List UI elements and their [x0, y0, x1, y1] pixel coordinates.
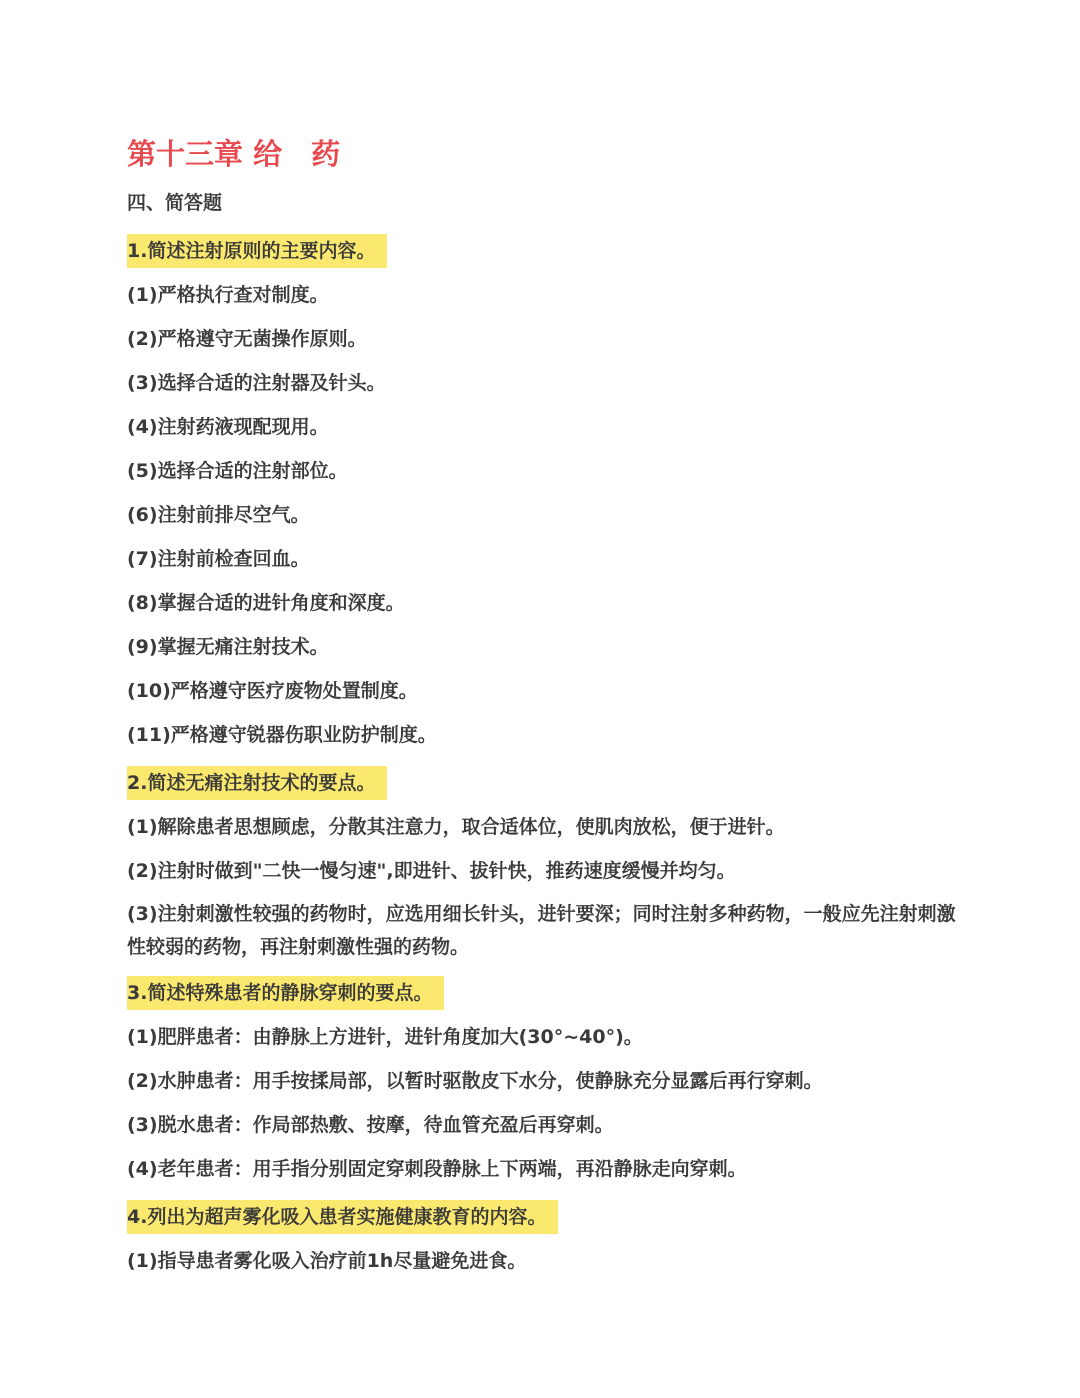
answer-item: (1)解除患者思想顾虑，分散其注意力，取合适体位，使肌肉放松，便于进针。 — [127, 816, 785, 838]
section-heading: 四、简答题 — [127, 192, 223, 214]
answer-item: (11)严格遵守锐器伤职业防护制度。 — [127, 724, 437, 746]
document-page — [127, 134, 957, 1292]
answer-item: (1)肥胖患者：由静脉上方进针，进针角度加大(30°~40°)。 — [127, 1026, 643, 1048]
chapter-title: 第十三章 给 药 — [127, 137, 341, 171]
answer-item: (1)严格执行查对制度。 — [127, 284, 329, 306]
answer-item: (2)严格遵守无菌操作原则。 — [127, 328, 367, 350]
answer-item: (10)严格遵守医疗废物处置制度。 — [127, 680, 418, 702]
answer-item: (1)指导患者雾化吸入治疗前1h尽量避免进食。 — [127, 1250, 527, 1272]
answer-item: (4)注射药液现配现用。 — [127, 416, 329, 438]
answer-item: (3)注射刺激性较强的药物时，应选用细长针头，进针要深；同时注射多种药物，一般应先注射刺激性较弱的药物，再注射刺激性强的药物。 — [127, 903, 956, 958]
answer-item: (8)掌握合适的进针角度和深度。 — [127, 592, 405, 614]
question-heading: 4.列出为超声雾化吸入患者实施健康教育的内容。 — [127, 1200, 558, 1234]
answer-item: (4)老年患者：用手指分别固定穿刺段静脉上下两端，再沿静脉走向穿刺。 — [127, 1158, 747, 1180]
answer-item: (3)选择合适的注射器及针头。 — [127, 372, 386, 394]
question-heading: 3.简述特殊患者的静脉穿刺的要点。 — [127, 976, 444, 1010]
answer-item: (3)脱水患者：作局部热敷、按摩，待血管充盈后再穿刺。 — [127, 1114, 614, 1136]
answer-item: (2)注射时做到"二快一慢匀速",即进针、拔针快，推药速度缓慢并均匀。 — [127, 860, 736, 882]
question-heading: 2.简述无痛注射技术的要点。 — [127, 766, 387, 800]
answer-item: (5)选择合适的注射部位。 — [127, 460, 348, 482]
question-heading: 1.简述注射原则的主要内容。 — [127, 234, 387, 268]
answer-item: (2)水肿患者：用手按揉局部，以暂时驱散皮下水分，使静脉充分显露后再行穿刺。 — [127, 1070, 823, 1092]
answer-item: (6)注射前排尽空气。 — [127, 504, 310, 526]
answer-item: (9)掌握无痛注射技术。 — [127, 636, 329, 658]
answer-item: (7)注射前检查回血。 — [127, 548, 310, 570]
